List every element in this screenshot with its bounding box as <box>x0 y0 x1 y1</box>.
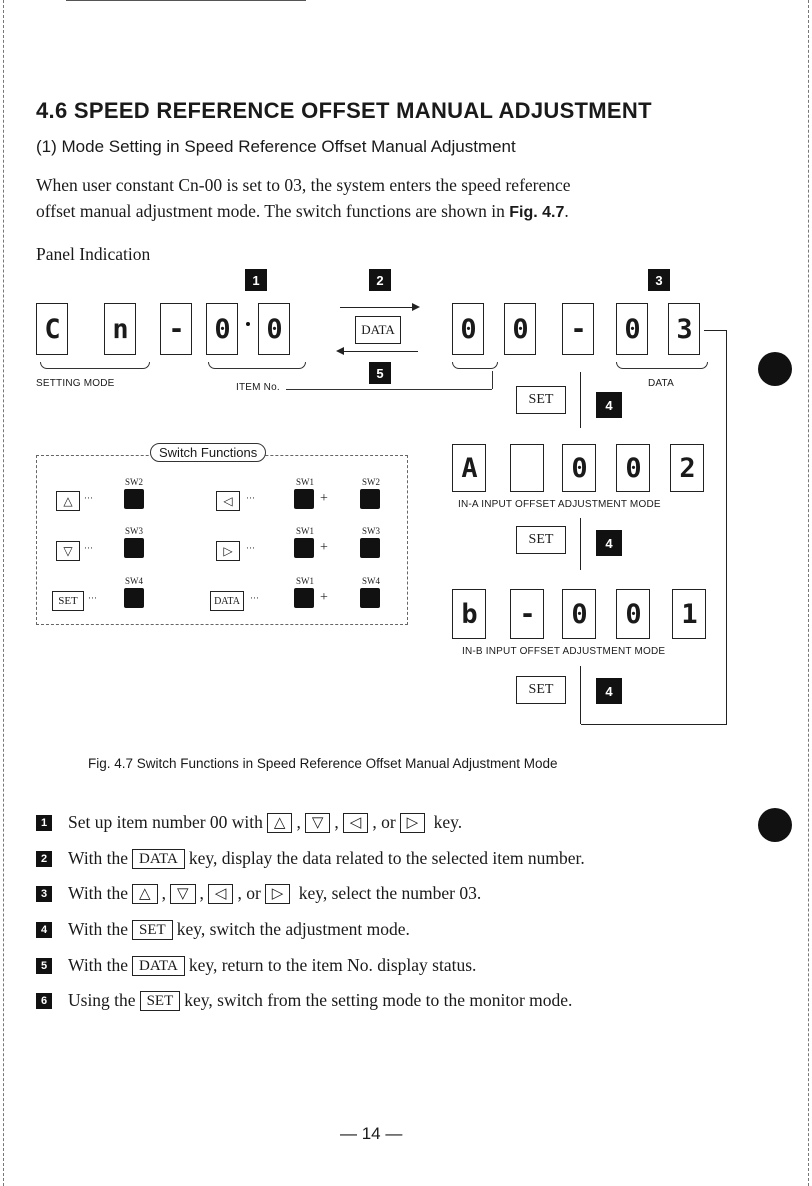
press-sw-icon <box>124 538 144 558</box>
arrow-head-left <box>336 347 344 355</box>
brace-setting-mode <box>40 362 150 369</box>
page-number: — 14 — <box>340 1124 403 1143</box>
step-badge-3: 3 <box>36 886 52 902</box>
display-digit: - <box>510 589 544 639</box>
arrow-head-right <box>412 303 420 311</box>
flow-line <box>580 518 581 570</box>
up-key[interactable]: △ <box>267 813 293 833</box>
display-digit: 0 <box>616 589 650 639</box>
ellipsis: ··· <box>84 493 93 503</box>
brace-item-digits <box>452 362 498 369</box>
figure-reference: Fig. 4.7 <box>509 204 565 221</box>
display-digit <box>510 444 544 492</box>
display-digit: 0 <box>562 444 596 492</box>
up-key[interactable]: △ <box>56 491 80 511</box>
step-badge-1: 1 <box>245 269 267 291</box>
sw-label: SW4 <box>362 576 380 586</box>
display-digit: 1 <box>672 589 706 639</box>
display-digit: 0 <box>616 444 650 492</box>
brace-item-no <box>208 362 306 369</box>
down-key[interactable]: ▽ <box>305 813 331 833</box>
step-6: 6 Using the SET key, switch from the setting mode to the monitor mode. <box>36 990 756 1011</box>
binding-hole <box>758 352 792 386</box>
ellipsis: ··· <box>84 543 93 553</box>
ina-mode-label: IN-A INPUT OFFSET ADJUSTMENT MODE <box>458 499 661 510</box>
sw-label: SW3 <box>362 526 380 536</box>
display-digit: C <box>36 303 68 355</box>
display-digit: 0 <box>562 589 596 639</box>
sw-label: SW4 <box>125 576 143 586</box>
flow-line <box>580 666 581 724</box>
step-4: 4 With the SET key, switch the adjustment mode. <box>36 919 756 940</box>
ellipsis: ··· <box>246 543 255 553</box>
step-3: 3 With the △ , ▽ , ◁ , or ▷ key, select the number 03. <box>36 883 756 904</box>
decimal-point <box>246 322 250 326</box>
flow-line <box>580 372 581 428</box>
step-1: 1 Set up item number 00 with △ , ▽ , ◁ , or ▷ key. <box>36 812 756 833</box>
page-border-right <box>808 0 809 1186</box>
step-badge-2: 2 <box>369 269 391 291</box>
display-digit: 0 <box>504 303 536 355</box>
set-key[interactable]: SET <box>140 991 181 1011</box>
step-badge-2: 2 <box>36 851 52 867</box>
paragraph-line-2: offset manual adjustment mode. The switch functions are shown in Fig. 4.7. <box>36 201 569 221</box>
sw-label: SW1 <box>296 576 314 586</box>
binding-hole <box>758 808 792 842</box>
press-sw-icon <box>294 538 314 558</box>
top-rule <box>66 0 306 1</box>
set-key[interactable]: SET <box>132 920 173 940</box>
page-border-left <box>3 0 4 1186</box>
section-heading: 4.6 SPEED REFERENCE OFFSET MANUAL ADJUSTMENT <box>36 98 652 123</box>
right-key[interactable]: ▷ <box>216 541 240 561</box>
data-key[interactable]: DATA <box>355 316 401 344</box>
step-badge-4: 4 <box>36 922 52 938</box>
return-line-right <box>726 330 727 724</box>
press-sw-icon <box>360 489 380 509</box>
figure-caption: Fig. 4.7 Switch Functions in Speed Reference Offset Manual Adjustment Mode <box>88 756 558 771</box>
set-key[interactable]: SET <box>516 526 566 554</box>
set-key[interactable]: SET <box>516 386 566 414</box>
panel-indication-label: Panel Indication <box>36 244 151 264</box>
ellipsis: ··· <box>250 593 259 603</box>
subsection-heading: (1) Mode Setting in Speed Reference Offset Manual Adjustment <box>36 137 516 156</box>
up-key[interactable]: △ <box>132 884 158 904</box>
setting-mode-label: SETTING MODE <box>36 378 115 389</box>
display-digit: 0 <box>452 303 484 355</box>
data-key-small[interactable]: DATA <box>210 591 244 611</box>
data-key[interactable]: DATA <box>132 849 185 869</box>
paragraph-line-1: When user constant Cn-00 is set to 03, the system enters the speed reference <box>36 175 571 195</box>
display-digit: 3 <box>668 303 700 355</box>
step-badge-5: 5 <box>36 958 52 974</box>
display-digit: - <box>562 303 594 355</box>
display-digit: n <box>104 303 136 355</box>
press-sw-icon <box>360 538 380 558</box>
step-badge-3: 3 <box>648 269 670 291</box>
press-sw-icon <box>124 588 144 608</box>
left-key[interactable]: ◁ <box>343 813 369 833</box>
step-2: 2 With the DATA key, display the data related to the selected item number. <box>36 848 756 869</box>
intro-paragraph <box>36 172 756 226</box>
brace-data <box>616 362 708 369</box>
sw-label: SW2 <box>362 477 380 487</box>
ellipsis: ··· <box>88 593 97 603</box>
sw-label: SW1 <box>296 526 314 536</box>
item-no-label: ITEM No. <box>236 382 280 393</box>
arrow-line-left <box>340 351 418 352</box>
return-line-top <box>704 330 726 331</box>
sw-label: SW1 <box>296 477 314 487</box>
step-badge-4: 4 <box>596 678 622 704</box>
down-key[interactable]: ▽ <box>170 884 196 904</box>
display-digit: 0 <box>206 303 238 355</box>
right-key[interactable]: ▷ <box>400 813 426 833</box>
inb-mode-label: IN-B INPUT OFFSET ADJUSTMENT MODE <box>462 646 666 657</box>
left-key[interactable]: ◁ <box>216 491 240 511</box>
item-no-leader <box>286 389 492 390</box>
display-digit: 2 <box>670 444 704 492</box>
step-badge-5: 5 <box>369 362 391 384</box>
press-sw-icon <box>294 588 314 608</box>
display-digit: 0 <box>258 303 290 355</box>
data-label: DATA <box>648 378 674 389</box>
ellipsis: ··· <box>246 493 255 503</box>
plus-sign: + <box>320 491 328 506</box>
right-key[interactable]: ▷ <box>265 884 291 904</box>
display-digit: b <box>452 589 486 639</box>
set-key[interactable]: SET <box>516 676 566 704</box>
press-sw-icon <box>294 489 314 509</box>
step-badge-4: 4 <box>596 530 622 556</box>
step-badge-4: 4 <box>596 392 622 418</box>
item-no-leader-vert <box>492 371 493 389</box>
return-line-bottom <box>581 724 727 725</box>
left-key[interactable]: ◁ <box>208 884 234 904</box>
display-digit: 0 <box>616 303 648 355</box>
display-digit: A <box>452 444 486 492</box>
step-5: 5 With the DATA key, return to the item No. display status. <box>36 955 756 976</box>
data-key[interactable]: DATA <box>132 956 185 976</box>
plus-sign: + <box>320 590 328 605</box>
step-badge-1: 1 <box>36 815 52 831</box>
down-key[interactable]: ▽ <box>56 541 80 561</box>
switch-functions-title: Switch Functions <box>150 443 266 462</box>
arrow-line-right <box>340 307 418 308</box>
sw-label: SW2 <box>125 477 143 487</box>
step-badge-6: 6 <box>36 993 52 1009</box>
plus-sign: + <box>320 540 328 555</box>
set-key-small[interactable]: SET <box>52 591 84 611</box>
press-sw-icon <box>360 588 380 608</box>
display-digit: - <box>160 303 192 355</box>
press-sw-icon <box>124 489 144 509</box>
sw-label: SW3 <box>125 526 143 536</box>
